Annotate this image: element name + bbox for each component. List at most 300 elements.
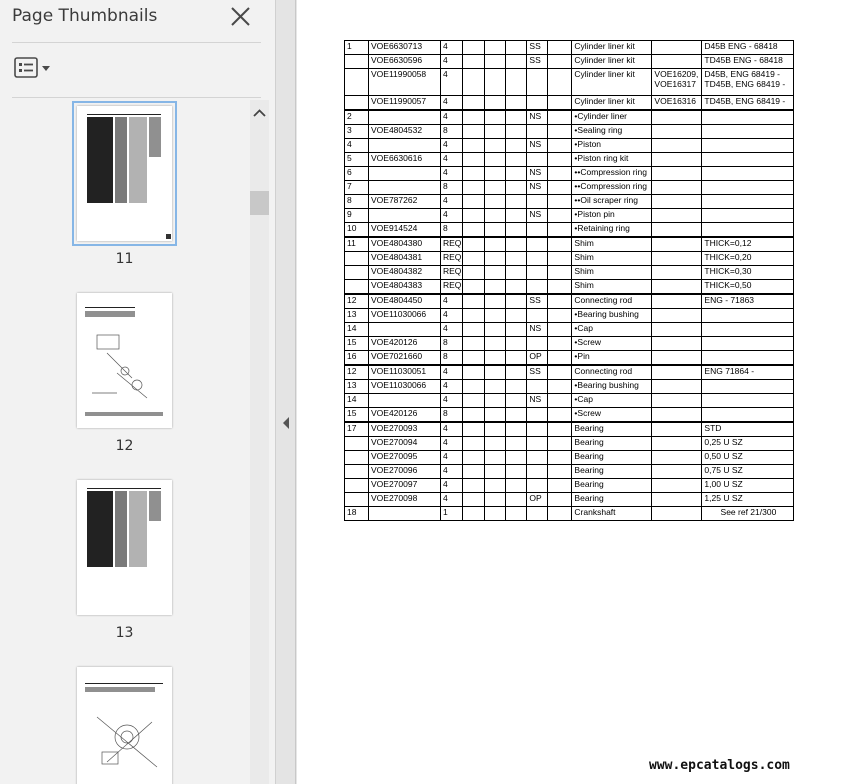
table-row	[345, 422, 794, 437]
qty-cell: REQ	[441, 237, 463, 252]
description-cell: ••Oil scraper ring	[572, 195, 652, 209]
code-cell: SS	[527, 294, 548, 309]
col-c-cell	[506, 139, 527, 153]
col-e-cell	[548, 451, 572, 465]
table-row	[345, 125, 794, 139]
part-number-cell	[369, 167, 441, 181]
col-c-cell	[506, 96, 527, 111]
alt-part-cell	[652, 209, 702, 223]
alt-part-cell	[652, 280, 702, 295]
part-number-cell: VOE11990057	[369, 96, 441, 111]
description-cell: Connecting rod	[572, 294, 652, 309]
col-b-cell	[485, 55, 506, 69]
col-e-cell	[548, 479, 572, 493]
description-cell: Bearing	[572, 422, 652, 437]
remark-cell	[702, 337, 794, 351]
part-number-cell: VOE11030066	[369, 380, 441, 394]
col-a-cell	[463, 237, 485, 252]
col-e-cell	[548, 351, 572, 366]
col-a-cell	[463, 365, 485, 380]
col-a-cell	[463, 493, 485, 507]
code-cell	[527, 96, 548, 111]
scroll-thumb[interactable]	[250, 191, 269, 215]
qty-cell: 8	[441, 351, 463, 366]
thumbnail-preview	[77, 106, 172, 241]
description-cell: •Cylinder liner	[572, 110, 652, 125]
col-e-cell	[548, 237, 572, 252]
alt-part-cell	[652, 223, 702, 238]
collapse-left-icon	[281, 416, 291, 430]
table-row	[345, 110, 794, 125]
col-b-cell	[485, 153, 506, 167]
panel-splitter[interactable]	[275, 0, 296, 784]
col-e-cell	[548, 41, 572, 55]
code-cell	[527, 380, 548, 394]
thumbnail-options-button[interactable]	[13, 56, 55, 80]
qty-cell: 1	[441, 507, 463, 521]
thumbnail-list	[0, 100, 250, 784]
alt-part-cell	[652, 365, 702, 380]
description-cell: Bearing	[572, 451, 652, 465]
code-cell	[527, 237, 548, 252]
qty-cell: REQ	[441, 280, 463, 295]
col-a-cell	[463, 110, 485, 125]
table-row	[345, 96, 794, 111]
ref-cell	[345, 479, 369, 493]
col-b-cell	[485, 337, 506, 351]
ref-cell: 12	[345, 365, 369, 380]
col-b-cell	[485, 422, 506, 437]
col-c-cell	[506, 209, 527, 223]
col-b-cell	[485, 110, 506, 125]
remark-cell	[702, 323, 794, 337]
code-cell	[527, 125, 548, 139]
qty-cell: 4	[441, 96, 463, 111]
col-b-cell	[485, 380, 506, 394]
col-a-cell	[463, 55, 485, 69]
col-c-cell	[506, 337, 527, 351]
col-c-cell	[506, 323, 527, 337]
col-e-cell	[548, 507, 572, 521]
alt-part-cell	[652, 153, 702, 167]
remark-cell: 0,25 U SZ	[702, 437, 794, 451]
qty-cell: REQ	[441, 266, 463, 280]
alt-part-cell	[652, 408, 702, 423]
code-cell: NS	[527, 323, 548, 337]
description-cell: •Screw	[572, 408, 652, 423]
col-c-cell	[506, 507, 527, 521]
col-e-cell	[548, 125, 572, 139]
description-cell: Shim	[572, 252, 652, 266]
part-number-cell: VOE270093	[369, 422, 441, 437]
remark-cell: D45B ENG - 68418	[702, 41, 794, 55]
remark-cell: THICK=0,12	[702, 237, 794, 252]
code-cell	[527, 69, 548, 96]
description-cell: •Sealing ring	[572, 125, 652, 139]
table-row	[345, 493, 794, 507]
alt-part-cell	[652, 195, 702, 209]
col-a-cell	[463, 437, 485, 451]
remark-cell: 0,50 U SZ	[702, 451, 794, 465]
qty-cell: 4	[441, 365, 463, 380]
ref-cell: 13	[345, 380, 369, 394]
remark-cell	[702, 223, 794, 238]
alt-part-cell	[652, 422, 702, 437]
table-row	[345, 351, 794, 366]
description-cell: •Pin	[572, 351, 652, 366]
remark-cell: TD45B ENG - 68418	[702, 55, 794, 69]
part-number-cell: VOE787262	[369, 195, 441, 209]
qty-cell: 4	[441, 139, 463, 153]
col-c-cell	[506, 223, 527, 238]
table-row	[345, 309, 794, 323]
ref-cell	[345, 437, 369, 451]
col-e-cell	[548, 365, 572, 380]
ref-cell: 6	[345, 167, 369, 181]
ref-cell: 1	[345, 41, 369, 55]
qty-cell: 4	[441, 323, 463, 337]
table-row	[345, 153, 794, 167]
col-a-cell	[463, 451, 485, 465]
page-thumbnail-11[interactable]	[77, 106, 172, 241]
description-cell: •Piston ring kit	[572, 153, 652, 167]
code-cell: SS	[527, 365, 548, 380]
remark-cell	[702, 408, 794, 423]
col-b-cell	[485, 323, 506, 337]
part-number-cell: VOE270094	[369, 437, 441, 451]
part-number-cell	[369, 507, 441, 521]
qty-cell: 4	[441, 110, 463, 125]
qty-cell: 4	[441, 309, 463, 323]
col-a-cell	[463, 280, 485, 295]
alt-part-cell: VOE16209, VOE16317	[652, 69, 702, 96]
qty-cell: 4	[441, 422, 463, 437]
ref-cell: 4	[345, 139, 369, 153]
code-cell	[527, 280, 548, 295]
ref-cell: 5	[345, 153, 369, 167]
qty-cell: 4	[441, 465, 463, 479]
description-cell: Shim	[572, 266, 652, 280]
remark-cell: ENG 71864 -	[702, 365, 794, 380]
description-cell: Cylinder liner kit	[572, 41, 652, 55]
ref-cell: 9	[345, 209, 369, 223]
qty-cell: 8	[441, 337, 463, 351]
alt-part-cell	[652, 437, 702, 451]
col-a-cell	[463, 507, 485, 521]
ref-cell: 15	[345, 408, 369, 423]
col-c-cell	[506, 465, 527, 479]
table-row	[345, 55, 794, 69]
col-e-cell	[548, 422, 572, 437]
description-cell: •Cap	[572, 394, 652, 408]
col-b-cell	[485, 237, 506, 252]
part-number-cell: VOE270095	[369, 451, 441, 465]
code-cell	[527, 195, 548, 209]
col-e-cell	[548, 309, 572, 323]
ref-cell: 14	[345, 323, 369, 337]
col-b-cell	[485, 465, 506, 479]
ref-cell: 11	[345, 237, 369, 252]
alt-part-cell	[652, 125, 702, 139]
part-number-cell: VOE4804382	[369, 266, 441, 280]
code-cell	[527, 337, 548, 351]
table-row	[345, 394, 794, 408]
col-a-cell	[463, 294, 485, 309]
remark-cell: See ref 21/300	[702, 507, 794, 521]
col-a-cell	[463, 181, 485, 195]
remark-cell: D45B, ENG 68419 - TD45B, ENG 68419 -	[702, 69, 794, 96]
ref-cell: 18	[345, 507, 369, 521]
col-a-cell	[463, 153, 485, 167]
code-cell: NS	[527, 167, 548, 181]
thumbnail-preview	[77, 293, 172, 428]
col-e-cell	[548, 181, 572, 195]
description-cell: Connecting rod	[572, 365, 652, 380]
table-row	[345, 451, 794, 465]
description-cell: Bearing	[572, 437, 652, 451]
col-a-cell	[463, 380, 485, 394]
col-e-cell	[548, 266, 572, 280]
qty-cell: 4	[441, 493, 463, 507]
alt-part-cell	[652, 181, 702, 195]
panel-title: Page Thumbnails	[12, 6, 158, 26]
qty-cell: 4	[441, 69, 463, 96]
col-c-cell	[506, 394, 527, 408]
col-a-cell	[463, 223, 485, 238]
remark-cell	[702, 125, 794, 139]
col-a-cell	[463, 323, 485, 337]
page-thumbnail-13[interactable]	[77, 480, 172, 615]
ref-cell	[345, 465, 369, 479]
code-cell: SS	[527, 41, 548, 55]
thumbnail-scrollbar[interactable]	[250, 100, 269, 784]
page-thumbnail-14[interactable]	[77, 667, 172, 784]
part-number-cell: VOE4804532	[369, 125, 441, 139]
col-a-cell	[463, 139, 485, 153]
part-number-cell: VOE6630713	[369, 41, 441, 55]
description-cell: ••Compression ring	[572, 181, 652, 195]
col-b-cell	[485, 195, 506, 209]
code-cell: OP	[527, 351, 548, 366]
col-c-cell	[506, 41, 527, 55]
qty-cell: 4	[441, 479, 463, 493]
part-number-cell	[369, 181, 441, 195]
col-b-cell	[485, 408, 506, 423]
watermark-text: www.epcatalogs.com	[649, 758, 790, 773]
code-cell	[527, 465, 548, 479]
thumbnail-label: 11	[115, 251, 134, 267]
part-number-cell: VOE11990058	[369, 69, 441, 96]
ref-cell	[345, 69, 369, 96]
col-c-cell	[506, 69, 527, 96]
part-number-cell	[369, 110, 441, 125]
ref-cell: 7	[345, 181, 369, 195]
remark-cell	[702, 181, 794, 195]
part-number-cell: VOE11030066	[369, 309, 441, 323]
col-b-cell	[485, 96, 506, 111]
col-c-cell	[506, 479, 527, 493]
table-row	[345, 507, 794, 521]
part-number-cell: VOE420126	[369, 408, 441, 423]
code-cell: NS	[527, 110, 548, 125]
col-b-cell	[485, 507, 506, 521]
col-b-cell	[485, 437, 506, 451]
code-cell	[527, 252, 548, 266]
thumbnail-preview	[77, 667, 172, 784]
col-b-cell	[485, 309, 506, 323]
part-number-cell	[369, 323, 441, 337]
alt-part-cell	[652, 309, 702, 323]
qty-cell: 4	[441, 437, 463, 451]
remark-cell	[702, 209, 794, 223]
col-e-cell	[548, 110, 572, 125]
thumbnail-label: 12	[115, 438, 134, 454]
scroll-up-button[interactable]	[250, 104, 269, 122]
thumbnail-options-icon	[13, 56, 55, 80]
description-cell: •Cap	[572, 323, 652, 337]
col-a-cell	[463, 465, 485, 479]
col-b-cell	[485, 209, 506, 223]
col-b-cell	[485, 41, 506, 55]
ref-cell	[345, 266, 369, 280]
part-number-cell: VOE6630616	[369, 153, 441, 167]
description-cell: Crankshaft	[572, 507, 652, 521]
part-number-cell	[369, 209, 441, 223]
qty-cell: 4	[441, 153, 463, 167]
part-number-cell: VOE270097	[369, 479, 441, 493]
col-a-cell	[463, 125, 485, 139]
col-c-cell	[506, 181, 527, 195]
alt-part-cell	[652, 465, 702, 479]
col-c-cell	[506, 195, 527, 209]
col-e-cell	[548, 437, 572, 451]
remark-cell	[702, 351, 794, 366]
table-row	[345, 465, 794, 479]
part-number-cell: VOE270096	[369, 465, 441, 479]
ref-cell: 2	[345, 110, 369, 125]
description-cell: Cylinder liner kit	[572, 55, 652, 69]
col-a-cell	[463, 351, 485, 366]
col-c-cell	[506, 408, 527, 423]
part-number-cell	[369, 394, 441, 408]
description-cell: •Bearing bushing	[572, 380, 652, 394]
page-thumbnail-12[interactable]	[77, 293, 172, 428]
ref-cell	[345, 252, 369, 266]
ref-cell	[345, 55, 369, 69]
table-row	[345, 209, 794, 223]
qty-cell: 4	[441, 55, 463, 69]
part-number-cell: VOE4804381	[369, 252, 441, 266]
description-cell: •Screw	[572, 337, 652, 351]
alt-part-cell	[652, 110, 702, 125]
col-e-cell	[548, 323, 572, 337]
remark-cell	[702, 394, 794, 408]
col-b-cell	[485, 294, 506, 309]
col-e-cell	[548, 252, 572, 266]
col-b-cell	[485, 351, 506, 366]
description-cell: Bearing	[572, 465, 652, 479]
alt-part-cell	[652, 55, 702, 69]
qty-cell: 4	[441, 41, 463, 55]
alt-part-cell	[652, 394, 702, 408]
description-cell: Bearing	[572, 493, 652, 507]
part-number-cell: VOE4804450	[369, 294, 441, 309]
remark-cell: THICK=0,20	[702, 252, 794, 266]
remark-cell: ENG - 71863	[702, 294, 794, 309]
collapse-panel-button[interactable]	[281, 415, 291, 429]
table-row	[345, 294, 794, 309]
close-button[interactable]	[227, 3, 255, 31]
remark-cell	[702, 167, 794, 181]
description-cell: •Retaining ring	[572, 223, 652, 238]
code-cell: SS	[527, 55, 548, 69]
divider	[12, 42, 261, 43]
col-e-cell	[548, 394, 572, 408]
table-row	[345, 437, 794, 451]
col-c-cell	[506, 237, 527, 252]
code-cell	[527, 507, 548, 521]
col-e-cell	[548, 493, 572, 507]
code-cell: OP	[527, 493, 548, 507]
col-c-cell	[506, 280, 527, 295]
alt-part-cell	[652, 351, 702, 366]
thumbnail-preview	[77, 480, 172, 615]
code-cell: NS	[527, 139, 548, 153]
remark-cell: 0,75 U SZ	[702, 465, 794, 479]
qty-cell: 4	[441, 380, 463, 394]
description-cell: Cylinder liner kit	[572, 96, 652, 111]
alt-part-cell	[652, 493, 702, 507]
remark-cell	[702, 110, 794, 125]
table-row	[345, 266, 794, 280]
col-a-cell	[463, 408, 485, 423]
table-row	[345, 167, 794, 181]
col-b-cell	[485, 139, 506, 153]
alt-part-cell	[652, 380, 702, 394]
remark-cell	[702, 153, 794, 167]
code-cell	[527, 223, 548, 238]
table-row	[345, 237, 794, 252]
remark-cell	[702, 195, 794, 209]
col-b-cell	[485, 125, 506, 139]
ref-cell: 14	[345, 394, 369, 408]
qty-cell: 4	[441, 394, 463, 408]
description-cell: Bearing	[572, 479, 652, 493]
col-e-cell	[548, 337, 572, 351]
col-a-cell	[463, 209, 485, 223]
col-c-cell	[506, 380, 527, 394]
col-b-cell	[485, 252, 506, 266]
col-a-cell	[463, 309, 485, 323]
alt-part-cell	[652, 323, 702, 337]
description-cell: ••Compression ring	[572, 167, 652, 181]
col-c-cell	[506, 451, 527, 465]
col-c-cell	[506, 351, 527, 366]
part-number-cell: VOE11030051	[369, 365, 441, 380]
close-icon	[227, 3, 255, 31]
col-a-cell	[463, 167, 485, 181]
code-cell	[527, 422, 548, 437]
alt-part-cell	[652, 266, 702, 280]
col-b-cell	[485, 479, 506, 493]
col-e-cell	[548, 380, 572, 394]
alt-part-cell	[652, 507, 702, 521]
code-cell: NS	[527, 394, 548, 408]
col-b-cell	[485, 280, 506, 295]
table-row	[345, 195, 794, 209]
col-e-cell	[548, 153, 572, 167]
col-e-cell	[548, 209, 572, 223]
